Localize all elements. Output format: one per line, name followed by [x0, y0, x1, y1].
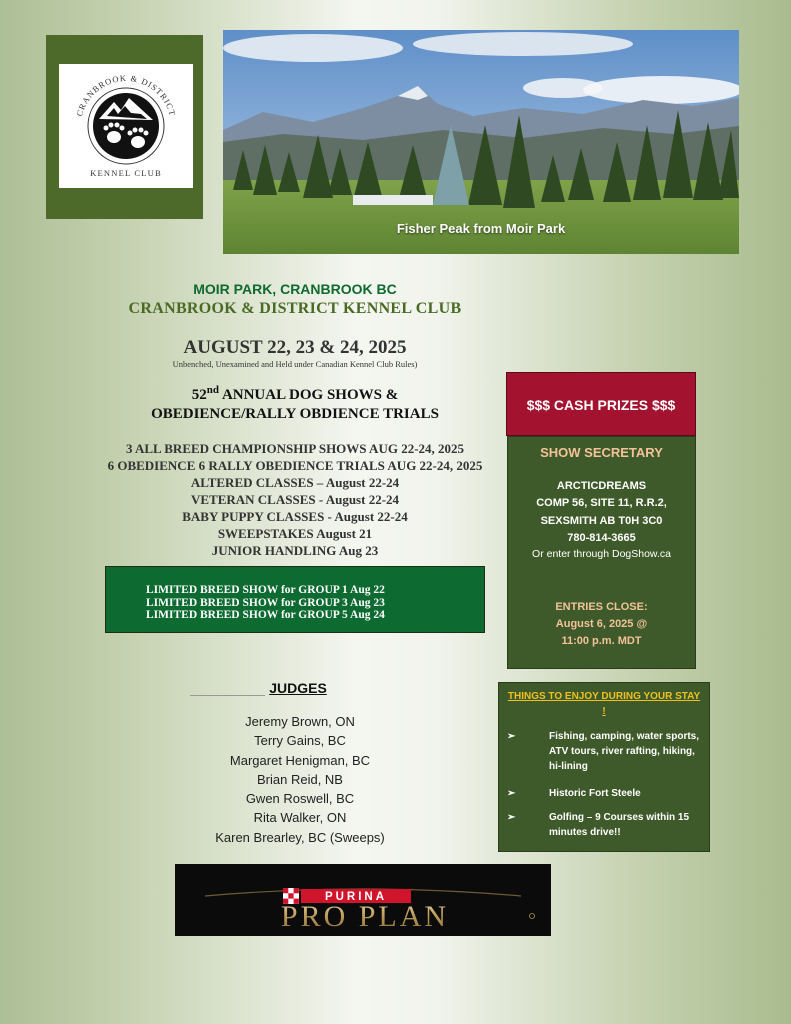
venue-title: MOIR PARK, CRANBROOK BC — [193, 281, 397, 297]
purina-pro-plan-logo — [175, 864, 551, 936]
judges-list — [180, 712, 420, 847]
annual-line1: ANNUAL DOG SHOWS & — [219, 387, 399, 403]
event-item: 6 OBEDIENCE 6 RALLY OBEDIENCE TRIALS AUG 22-24, 2025 — [107, 458, 483, 473]
limited-show-item: LIMITED BREED SHOW for GROUP 3 Aug 23 — [146, 596, 385, 609]
things-title: THINGS TO ENJOY DURING YOUR STAY ! — [507, 691, 701, 717]
secretary-phone: 780-814-3665 — [567, 531, 636, 544]
secretary-title: SHOW SECRETARY — [540, 445, 663, 460]
events-list — [40, 440, 550, 559]
show-secretary-panel — [507, 436, 696, 669]
judge-item: Rita Walker, ON — [253, 810, 347, 826]
list-item — [507, 810, 701, 840]
arrow-bullet-icon: ➢ — [507, 731, 516, 742]
logo-arc-text: CRANBROOK & DISTRICT — [74, 72, 178, 118]
online-entry-note: Or enter through DogShow.ca — [532, 548, 671, 560]
judge-item: Karen Brearley, BC (Sweeps) — [215, 829, 385, 845]
judge-item: Gwen Roswell, BC — [245, 791, 355, 807]
entries-close — [508, 599, 695, 650]
thing-text: Fishing, camping, water sports, ATV tours, river rafting, hiking, hi-lining — [549, 731, 700, 772]
judges-title: JUDGES — [269, 680, 327, 696]
arrow-bullet-icon: ➢ — [507, 812, 516, 823]
secretary-line: COMP 56, SITE 11, R.R.2, — [536, 497, 667, 510]
cash-prizes-banner: $$$ CASH PRIZES $$$ — [506, 372, 696, 436]
club-name: CRANBROOK & DISTRICT KENNEL CLUB — [128, 300, 462, 317]
club-logo — [59, 64, 193, 188]
entries-close-line: 11:00 p.m. MDT — [561, 635, 642, 647]
pro-plan-brand-text: PRO PLAN — [280, 900, 450, 933]
annual-heading — [100, 381, 490, 424]
annual-number: 52 — [191, 387, 207, 403]
entries-close-line: ENTRIES CLOSE: — [555, 601, 648, 613]
limited-show-item: LIMITED BREED SHOW for GROUP 1 Aug 22 — [146, 584, 385, 596]
judge-item: Margaret Henigman, BC — [229, 752, 371, 768]
entries-close-line: August 6, 2025 @ — [555, 618, 648, 630]
rules-note: Unbenched, Unexamined and Held under Canadian Kennel Club Rules) — [172, 359, 418, 369]
purina-brand-text: PURINA — [324, 891, 388, 903]
event-item: 3 ALL BREED CHAMPIONSHIP SHOWS AUG 22-24, 2025 — [125, 441, 465, 456]
event-item: SWEEPSTAKES August 21 — [217, 526, 373, 541]
event-item: VETERAN CLASSES - August 22-24 — [190, 492, 400, 507]
list-item — [507, 786, 701, 801]
show-dates: AUGUST 22, 23 & 24, 2025 — [183, 337, 407, 358]
judge-item: Brian Reid, NB — [257, 771, 343, 787]
limited-shows-box — [105, 566, 485, 633]
logo-bottom-text: KENNEL CLUB — [90, 168, 162, 178]
judge-item: Terry Gains, BC — [254, 733, 346, 749]
secretary-line: SEXSMITH AB T0H 3C0 — [540, 514, 663, 527]
judge-item: Jeremy Brown, ON — [245, 714, 355, 729]
event-item: ALTERED CLASSES – August 22-24 — [190, 475, 400, 490]
arrow-bullet-icon: ➢ — [507, 788, 516, 799]
secretary-line: ARCTICDREAMS — [556, 480, 647, 492]
secretary-address — [508, 478, 695, 547]
annual-suffix: nd — [206, 384, 220, 396]
thing-text: Historic Fort Steele — [549, 788, 641, 799]
event-item: BABY PUPPY CLASSES - August 22-24 — [182, 509, 408, 524]
park-photo — [223, 30, 739, 254]
limited-show-item: LIMITED BREED SHOW for GROUP 5 Aug 24 — [146, 609, 385, 621]
annual-line2: OBEDIENCE/RALLY OBDIENCE TRIALS — [151, 406, 439, 422]
photo-caption: Fisher Peak from Moir Park — [396, 221, 566, 236]
things-to-enjoy-panel — [498, 682, 710, 852]
event-item: JUNIOR HANDLING Aug 23 — [211, 543, 379, 558]
list-item — [507, 729, 701, 774]
thing-text: Golfing – 9 Courses within 15 minutes drive!! — [549, 812, 690, 838]
